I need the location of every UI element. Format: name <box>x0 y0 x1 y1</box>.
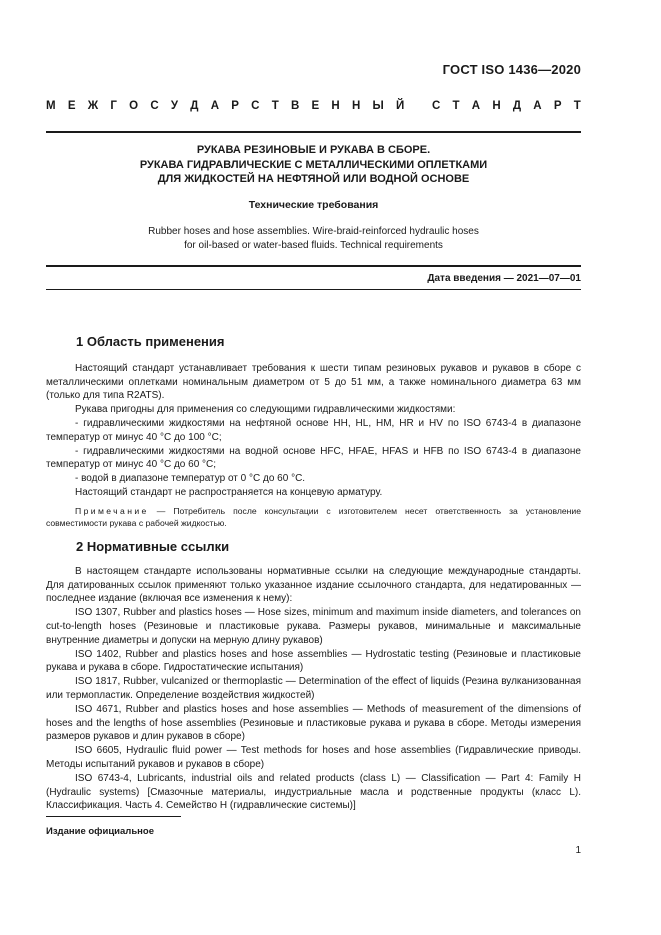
document-title <box>46 143 581 187</box>
banner-letter: М <box>46 100 56 112</box>
banner-letter: Н <box>351 100 361 112</box>
banner-letter: А <box>533 100 542 112</box>
banner-letter: Г <box>110 100 117 112</box>
banner-letter: Е <box>311 100 320 112</box>
english-title-line: Rubber hoses and hose assemblies. Wire-braid-reinforced hydraulic hoses <box>148 226 479 237</box>
note <box>46 505 581 530</box>
footer-rule <box>46 816 181 817</box>
title-rule <box>46 265 581 267</box>
reference-item: ISO 4671, Rubber and plastics hoses and hose assemblies — Methods of measurement of the dimensions of hoses and the lengths of hose assemblies (Резиновые и пластиковые рукава и рукава в сборе. Методы измерения размеров рукавов и длин рукавов в сборе) <box>46 703 581 743</box>
header-rule <box>46 131 581 133</box>
page-number: 1 <box>575 845 581 856</box>
banner-letter: Т <box>573 100 581 112</box>
banner-letter: У <box>170 100 179 112</box>
list-item: - гидравлическими жидкостями на водной основе HFC, HFAE, HFAS и HFB по ISO 6743-4 в диапазоне температур от минус 40 °C до 60 °C; <box>46 445 581 471</box>
note-text: — Потребитель после консультации с изготовителем несет ответственность за установление совместимости рукава с рабочей жидкостью. <box>46 505 581 529</box>
banner-letter: Т <box>452 100 460 112</box>
banner-letter: Т <box>271 100 279 112</box>
title-line: РУКАВА РЕЗИНОВЫЕ И РУКАВА В СБОРЕ. <box>196 144 431 156</box>
paragraph: Настоящий стандарт устанавливает требования к шести типам резиновых рукавов и рукавов в сборе с металлическими оплетками номинальным диаметром от 5 до 51 мм, а также номинального диаметра 63 мм (только для типа R2ATS). <box>46 362 581 402</box>
title-line: РУКАВА ГИДРАВЛИЧЕСКИЕ С МЕТАЛЛИЧЕСКИМИ ОПЛЕТКАМИ <box>139 158 488 171</box>
english-title <box>46 225 581 252</box>
banner-letter <box>417 100 420 112</box>
english-title-line: for oil-based or water-based fluids. Technical requirements <box>184 239 443 251</box>
section-scope <box>46 335 581 530</box>
banner-letter: А <box>471 100 481 112</box>
introduction-date: Дата введения — 2021—07—01 <box>427 273 581 284</box>
reference-item: ISO 6605, Hydraulic fluid power — Test methods for hoses and hose assemblies (Гидравлические приводы. Методы испытаний рукавов и рукавов в сборе) <box>46 745 581 770</box>
reference-item: ISO 1817, Rubber, vulcanized or thermoplastic — Determination of the effect of liquids (Резина вулканизованная или термопластик. Определение воздействия жидкостей) <box>46 676 581 701</box>
reference-item: ISO 1307, Rubber and plastics hoses — Hose sizes, minimum and maximum inside diameters, and tolerances on cut-to-length hoses (Резиновые и пластиковые рукава. Размеры рукавов, минимальные и максимальные внутренние диаметры и допуски на мерную длину рукавов) <box>46 607 581 646</box>
banner-letter: Е <box>67 100 76 112</box>
banner-letter: Н <box>492 100 501 112</box>
banner-letter: Ж <box>87 100 99 112</box>
banner-letter: Й <box>396 100 405 112</box>
paragraph: Рукава пригодны для применения со следующими гидравлическими жидкостями: <box>75 404 456 416</box>
banner-letter: Н <box>331 100 340 112</box>
list-item: - водой в диапазоне температур от 0 °C до 60 °C. <box>75 473 306 485</box>
note-label: Примечание <box>75 505 149 516</box>
document-subtitle: Технические требования <box>248 199 379 211</box>
title-line: ДЛЯ ЖИДКОСТЕЙ НА НЕФТЯНОЙ ИЛИ ВОДНОЙ ОСНОВЕ <box>157 173 470 185</box>
banner-letter: О <box>129 100 139 112</box>
paragraph: В настоящем стандарте использованы нормативные ссылки на следующие международные стандарты. Для датированных ссылок применяют только указанное издание ссылочного стандарта, для недатированных — последнее издание (включая все изменения к нему): <box>46 565 581 605</box>
reference-item: ISO 6743-4, Lubricants, industrial oils and related products (class L) — Classification — Part 4: Family H (Hydraulic systems) [Смазочные материалы, индустриальные масла и родственные продукты (класс L). Классификация. Часть 4. Семейство H (гидравлические системы)] <box>46 772 581 812</box>
banner-letter: С <box>431 100 441 112</box>
standard-banner <box>46 100 581 112</box>
date-rule <box>46 289 581 290</box>
banner-letter: В <box>290 100 300 112</box>
section-heading: 2 Нормативные ссылки <box>76 539 230 554</box>
section-heading: 1 Область применения <box>76 334 225 349</box>
paragraph: Настоящий стандарт не распространяется на концевую арматуру. <box>75 486 383 498</box>
reference-item: ISO 1402, Rubber and plastics hoses and hose assemblies — Hydrostatic testing (Резиновые и пластиковые рукава и рукава в сборе. Гидростатические испытания) <box>46 648 581 674</box>
banner-letter: С <box>251 100 260 112</box>
document-code: ГОСТ ISO 1436—2020 <box>442 62 581 77</box>
banner-letter: Ы <box>372 100 384 112</box>
banner-letter: Р <box>553 100 562 112</box>
list-item: - гидравлическими жидкостями на нефтяной основе HH, HL, HM, HR и HV по ISO 6743-4 в диапазоне температур от минус 40 °C до 100 °C; <box>46 417 581 443</box>
section-references <box>46 540 581 813</box>
edition-label: Издание официальное <box>46 826 154 837</box>
banner-letter: Д <box>190 100 199 112</box>
banner-letter: С <box>150 100 159 112</box>
banner-letter: Р <box>231 100 239 112</box>
banner-letter: Д <box>512 100 522 112</box>
banner-letter: А <box>210 100 220 112</box>
